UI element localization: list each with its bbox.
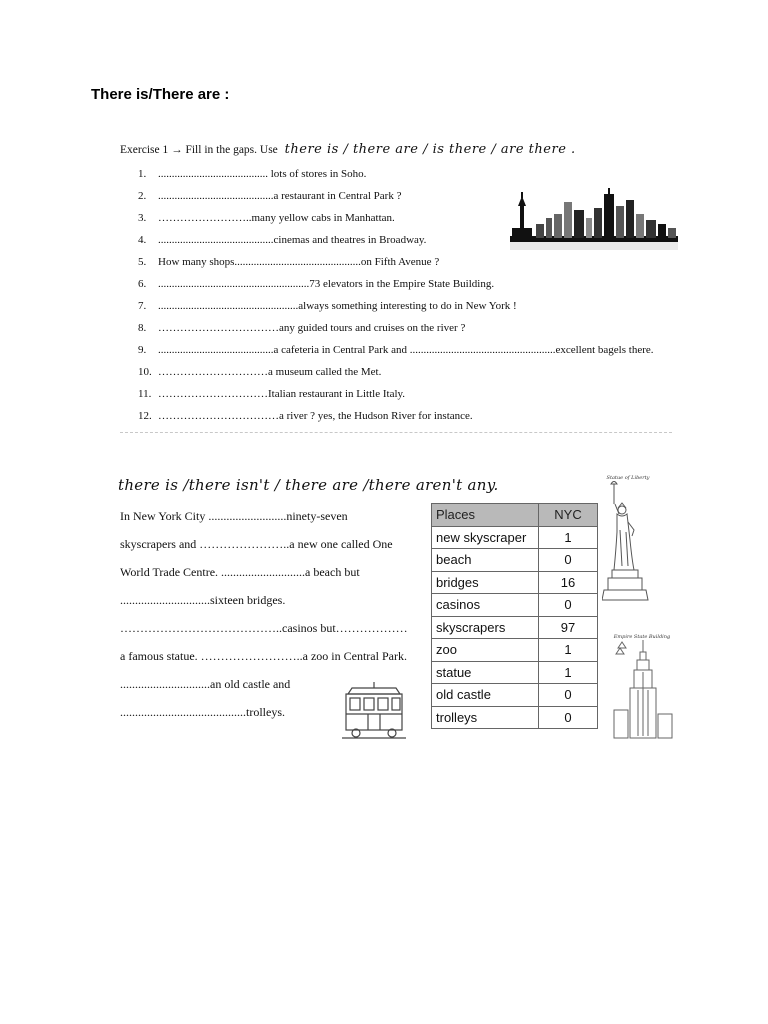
exercise-1-item: 12. ……………………………a river ? yes, the Hudson River for instance.	[138, 410, 473, 422]
table-cell-value: 1	[539, 661, 598, 684]
exercise-2-line: ..............................sixteen bridges.	[120, 593, 286, 607]
table-cell-place: trolleys	[432, 706, 539, 729]
table-cell-value: 0	[539, 706, 598, 729]
empire-state-building-icon	[612, 630, 674, 740]
empire-caption: Empire State Building	[613, 634, 671, 640]
exercise-2-line: skyscrapers and …………………..a new one called One	[120, 537, 393, 551]
table-cell-value: 0	[539, 684, 598, 707]
table-header-row	[432, 504, 598, 527]
exercise-2-line: In New York City ..........................ninety-seven	[120, 509, 348, 523]
table-cell-place: bridges	[432, 571, 539, 594]
exercise-1-instruction: Exercise 1 → Fill in the gaps. Use	[120, 144, 278, 156]
exercise-1-item: 8. ……………………………any guided tours and cruises on the river ?	[138, 322, 466, 334]
exercise-1-item: 1. ........................................ lots of stores in Soho.	[138, 168, 367, 180]
table-row	[432, 616, 598, 639]
statue-of-liberty-icon	[602, 470, 654, 606]
exercise-2-line: …………………………………..casinos but………………	[120, 621, 408, 635]
exercise-1-item: 5. How many shops..............................................on Fifth Avenue ?	[138, 256, 440, 268]
exercise-1	[120, 140, 675, 440]
table-cell-value: 1	[539, 526, 598, 549]
table-cell-value: 1	[539, 639, 598, 662]
exercise-1-header	[120, 142, 576, 157]
exercise-2-heading: there is /there isn't / there are /there aren't any.	[118, 476, 499, 494]
table-row	[432, 706, 598, 729]
table-cell-value: 97	[539, 616, 598, 639]
exercise-1-item: 7. ...................................................always something interesting to do in New York !	[138, 300, 517, 312]
section-divider	[120, 432, 672, 433]
trolley-icon	[342, 682, 406, 740]
exercise-2-line: a famous statue. ……………………..a zoo in Central Park.	[120, 649, 407, 663]
table-cell-value: 16	[539, 571, 598, 594]
places-table	[431, 503, 598, 729]
exercise-1-item: 2. ..........................................a restaurant in Central Park ?	[138, 190, 402, 202]
table-row	[432, 571, 598, 594]
table-cell-value: 0	[539, 549, 598, 572]
table-cell-place: zoo	[432, 639, 539, 662]
exercise-1-item: 9. ..........................................a cafeteria in Central Park and .....................................................excellent bagels there.	[138, 344, 654, 356]
table-cell-place: statue	[432, 661, 539, 684]
table-header-places: Places	[432, 504, 539, 527]
table-header-nyc: NYC	[539, 504, 598, 527]
table-row	[432, 594, 598, 617]
table-cell-place: old castle	[432, 684, 539, 707]
liberty-caption: Statue of Liberty	[606, 475, 650, 481]
exercise-1-item: 4. ..........................................cinemas and theatres in Broadway.	[138, 234, 427, 246]
exercise-2-line: ..............................an old castle and	[120, 677, 291, 691]
exercise-1-item: 10. …………………………a museum called the Met.	[138, 366, 382, 378]
new-york-skyline-icon	[510, 188, 678, 252]
exercise-1-options: there is / there are / is there / are there .	[284, 142, 576, 157]
exercise-1-item: 6. .......................................................73 elevators in the Empire State Building.	[138, 278, 495, 290]
page-title: There is/There are :	[91, 86, 230, 103]
table-cell-place: new skyscraper	[432, 526, 539, 549]
exercise-2-line: World Trade Centre. ............................a beach but	[120, 565, 360, 579]
table-cell-place: casinos	[432, 594, 539, 617]
exercise-1-item: 11. …………………………Italian restaurant in Little Italy.	[138, 388, 406, 400]
table-cell-value: 0	[539, 594, 598, 617]
table-row	[432, 684, 598, 707]
exercise-2-line: ..........................................trolleys.	[120, 705, 285, 719]
table-row	[432, 526, 598, 549]
table-row	[432, 661, 598, 684]
exercise-1-item: 3. ……………………..many yellow cabs in Manhattan.	[138, 212, 395, 224]
table-row	[432, 549, 598, 572]
table-cell-place: skyscrapers	[432, 616, 539, 639]
table-cell-place: beach	[432, 549, 539, 572]
table-row	[432, 639, 598, 662]
